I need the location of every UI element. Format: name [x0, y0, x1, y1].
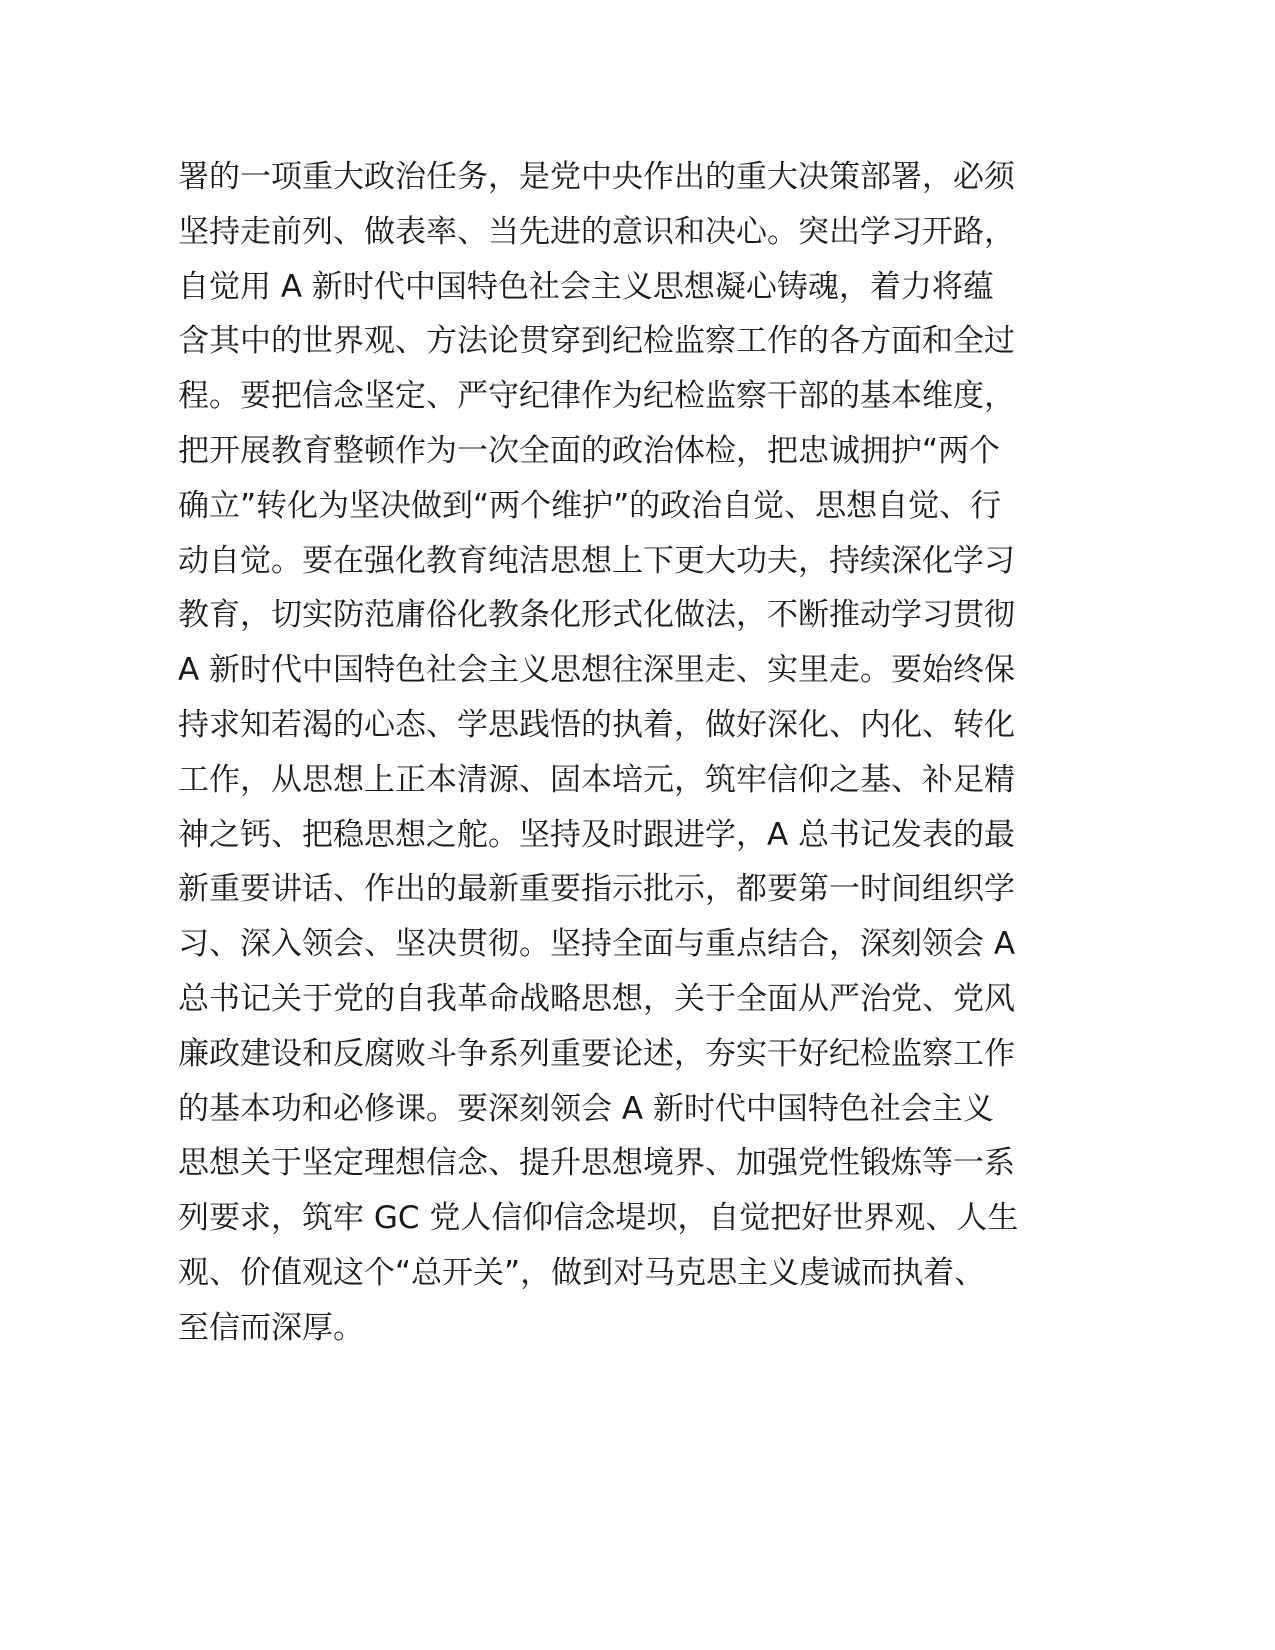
- text-line: 自觉用 A 新时代中国特色社会主义思想凝心铸魂，着力将蕴: [178, 268, 994, 305]
- text-line: 总书记关于党的自我革命战略思想，关于全面从严治党、党风: [178, 980, 1015, 1017]
- text-line: 习、深入领会、坚决贯彻。坚持全面与重点结合，深刻领会 A: [178, 926, 1016, 963]
- text-line: A 新时代中国特色社会主义思想往深里走、实里走。要始终保: [178, 652, 1016, 689]
- text-line: 至信而深厚。: [178, 1309, 364, 1346]
- text-line: 思想关于坚定理想信念、提升思想境界、加强党性锻炼等一系: [178, 1145, 1015, 1182]
- text-line: 动自觉。要在强化教育纯洁思想上下更大功夫，持续深化学习: [178, 542, 1015, 579]
- text-line: 把开展教育整顿作为一次全面的政治体检，把忠诚拥护“两个: [178, 432, 1001, 469]
- text-line: 含其中的世界观、方法论贯穿到纪检监察工作的各方面和全过: [178, 323, 1015, 360]
- text-line: 坚持走前列、做表率、当先进的意识和决心。突出学习开路，: [178, 213, 1015, 250]
- text-line: 神之钙、把稳思想之舵。坚持及时跟进学，A 总书记发表的最: [178, 816, 1016, 853]
- text-line: 廉政建设和反腐败斗争系列重要论述，夯实干好纪检监察工作: [178, 1035, 1015, 1072]
- text-line: 列要求，筑牢 GC 党人信仰信念堤坝，自觉把好世界观、人生: [178, 1200, 1019, 1237]
- text-line: 新重要讲话、作出的最新重要指示批示，都要第一时间组织学: [178, 871, 1015, 908]
- text-line: 确立”转化为坚决做到“两个维护”的政治自觉、思想自觉、行: [178, 487, 1002, 524]
- text-line: 持求知若渴的心态、学思践悟的执着，做好深化、内化、转化: [178, 706, 1015, 743]
- text-line: 的基本功和必修课。要深刻领会 A 新时代中国特色社会主义: [178, 1090, 994, 1127]
- text-line: 程。要把信念坚定、严守纪律作为纪检监察干部的基本维度，: [178, 378, 1015, 415]
- text-line: 观、价值观这个“总开关”，做到对马克思主义虔诚而执着、: [178, 1254, 986, 1291]
- text-line: 署的一项重大政治任务，是党中央作出的重大决策部署，必须: [178, 159, 1015, 195]
- text-line: 工作，从思想上正本清源、固本培元，筑牢信仰之基、补足精: [178, 761, 1015, 798]
- body-paragraph: [178, 150, 1058, 1356]
- text-line: 教育，切实防范庸俗化教条化形式化做法，不断推动学习贯彻: [178, 597, 1015, 634]
